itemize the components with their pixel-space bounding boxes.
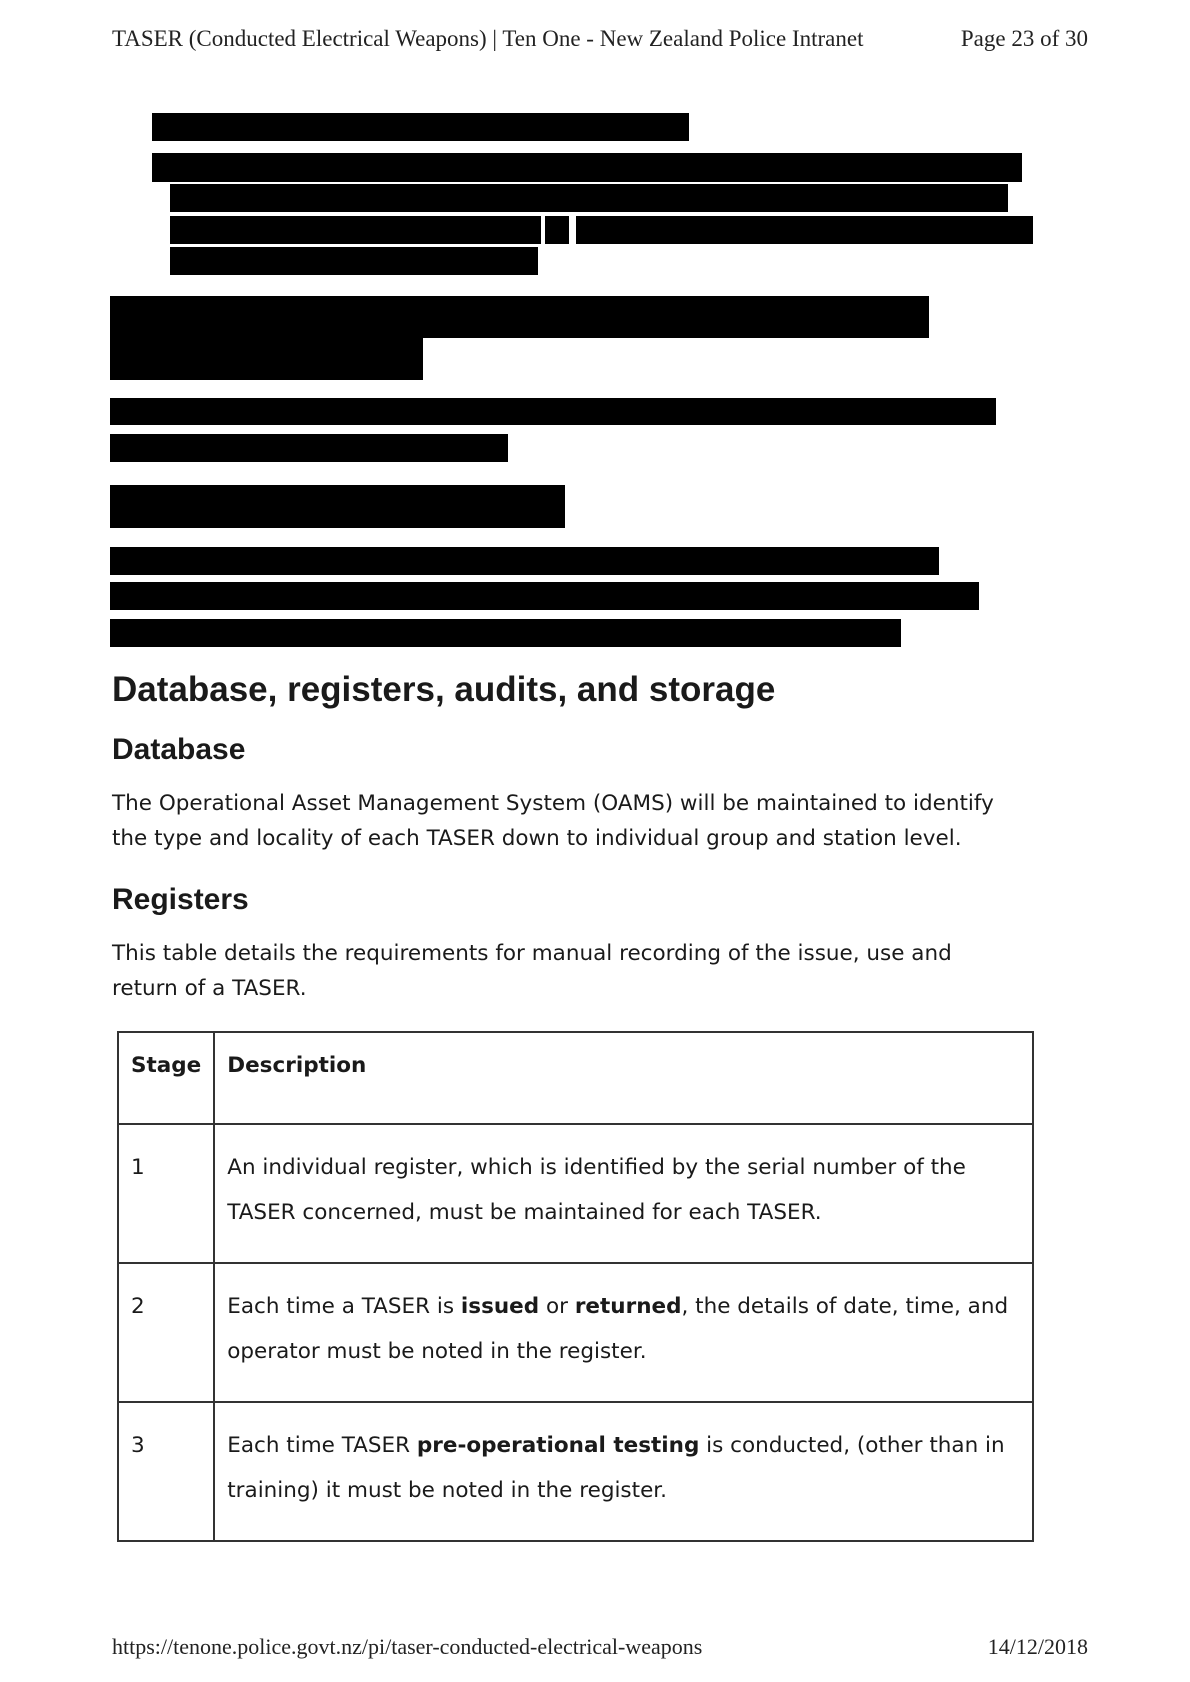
description-line bbox=[227, 1423, 1020, 1468]
description-line: training) it must be noted in the register. bbox=[227, 1478, 667, 1503]
redaction-block bbox=[152, 153, 1022, 182]
table-header-row bbox=[118, 1032, 1033, 1124]
redaction-block bbox=[576, 216, 1033, 244]
footer-url: https://tenone.police.govt.nz/pi/taser-conducted-electrical-weapons bbox=[112, 1634, 703, 1659]
database-paragraph-line: the type and locality of each TASER down to individual group and station level. bbox=[112, 826, 962, 851]
description-cell bbox=[214, 1402, 1033, 1541]
database-paragraph bbox=[112, 786, 1032, 856]
table-row bbox=[118, 1263, 1033, 1402]
description-text: , the details of date, time, and bbox=[681, 1294, 1009, 1319]
registers-paragraph bbox=[112, 936, 1032, 1006]
table-row bbox=[118, 1124, 1033, 1263]
database-paragraph-line: The Operational Asset Management System (OAMS) will be maintained to identify bbox=[112, 791, 994, 816]
description-emphasis: pre-operational testing bbox=[416, 1433, 700, 1458]
description-text: or bbox=[539, 1294, 575, 1319]
redaction-block bbox=[110, 336, 423, 380]
description-emphasis: returned bbox=[574, 1294, 682, 1319]
footer-date: 14/12/2018 bbox=[987, 1634, 1088, 1659]
redaction-block bbox=[170, 216, 541, 244]
table-row bbox=[118, 1402, 1033, 1541]
description-line bbox=[227, 1284, 1020, 1329]
description-text: is conducted, (other than in bbox=[699, 1433, 1005, 1458]
stage-cell: 2 bbox=[118, 1263, 214, 1402]
section-heading: Database, registers, audits, and storage bbox=[112, 670, 776, 709]
stage-cell: 3 bbox=[118, 1402, 214, 1541]
description-cell bbox=[214, 1124, 1033, 1263]
redaction-block bbox=[110, 398, 996, 425]
stage-column-header: Stage bbox=[118, 1032, 214, 1124]
description-column-header: Description bbox=[214, 1032, 1033, 1124]
registers-paragraph-line: return of a TASER. bbox=[112, 976, 307, 1001]
header-page-number: Page 23 of 30 bbox=[960, 26, 1088, 51]
description-text: Each time TASER bbox=[227, 1433, 417, 1458]
description-line: operator must be noted in the register. bbox=[227, 1339, 647, 1364]
stage-cell: 1 bbox=[118, 1124, 214, 1263]
redaction-block bbox=[110, 582, 979, 610]
description-emphasis: issued bbox=[460, 1294, 540, 1319]
redaction-block bbox=[110, 485, 565, 528]
description-text: Each time a TASER is bbox=[227, 1294, 461, 1319]
redaction-block bbox=[152, 113, 689, 141]
redaction-block bbox=[110, 547, 939, 575]
redaction-block bbox=[110, 296, 929, 338]
redaction-block bbox=[170, 184, 1008, 212]
redaction-block bbox=[545, 216, 569, 244]
redaction-block bbox=[110, 619, 901, 647]
redaction-block bbox=[170, 247, 538, 275]
description-line: TASER concerned, must be maintained for each TASER. bbox=[227, 1200, 822, 1225]
database-heading: Database bbox=[112, 733, 246, 766]
registers-paragraph-line: This table details the requirements for manual recording of the issue, use and bbox=[112, 941, 952, 966]
redaction-block bbox=[110, 434, 508, 462]
registers-heading: Registers bbox=[112, 883, 249, 916]
description-cell bbox=[214, 1263, 1033, 1402]
registers-table bbox=[117, 1031, 1034, 1542]
description-line: An individual register, which is identified by the serial number of the bbox=[227, 1155, 966, 1180]
header-title: TASER (Conducted Electrical Weapons) | Ten One - New Zealand Police Intranet bbox=[112, 26, 864, 51]
